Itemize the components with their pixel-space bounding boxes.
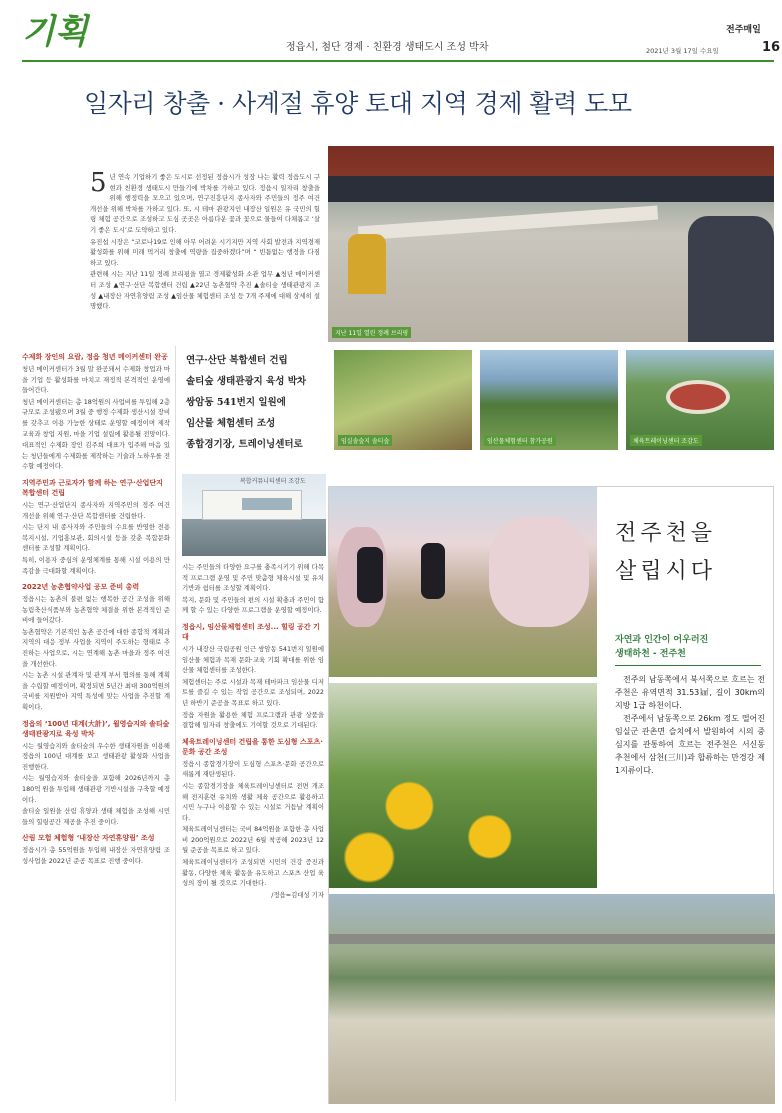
campaign-title — [615, 515, 716, 591]
lead-article: 5 년 연속 기업하기 좋은 도시로 선정된 정읍시가 성장 나는 활력 정읍도시 구현과 친환경 생태도시 만들기에 박차를 가하고 있다. 정읍시 일자리 창출을 위해 행정력을 모으고 있으며, 연구진흥단지 종사자와 주민들의 정주 여건 개선을 위해 박차를 가하고 있다. 또, 시 테마 관광지인 내장산 일원은 유 국민의 힐링 체험 공간으로 조성하고 도심 곳곳은 아름다운 꽃과 꽃으로 물들여 다채롭고 ‘살기 좋은 도시’로 도약하고 있다. 유진섭 시장은 “코로나19로 인해 아무 어려운 시기지만 지역 사회 발전과 지역경제 활성화를 위해 미래 먹거리 창출에 역량을 집중하겠다”며 “ 빈틈없는 행정을 다짐하고 있다. 관련해 시는 지난 11일 정례 브리핑을 열고 경제활성화 소관 업무 ▲청년 메이커센터 조성 ▲연구·산단 복합센터 건립 ▲22년 농촌협약 추진 ▲솔티숲 생태관광지 조성 ▲내장산 자연휴양림 조성 ▲임산물 체험센터 조성 등 7개 주제에 대해 상세히 설명했다. — [90, 168, 320, 311]
training-center-photo — [626, 350, 774, 450]
center-column: 시는 주민들의 다양한 요구를 충족시키기 위해 다목적 프로그램 운영 및 주민 맞춤형 체육시설 및 유치 기반과 쉼터를 조성할 계획이다. 복지, 문화 및 주민들의 편의 시설 확충과 주민이 함께 할 수 있는 다양한 프로그램을 운영할 예정이다. 정읍시, 임산물체험센터 조성... 힐링 공간 기대 시가 내장산 국립공원 인근 쌍암동 541번지 일원에 임산물 체험과 목재 문화·교육 기회 확대를 위한 임산물 체험센터를 조성한다. 체험센터는 주로 시설과 목재 테마파크 임산물 디저트를 즐길 수 있는 작업 공간으로 조성되며, 2022년 하반기 준공을 목표로 하고 있다. 정읍 자원을 활용한 체험 프로그램과 관광 상품을 결합해 일자리 창출에도 기여할 것으로 기대된다. 체육트레이닝센터 건립을 통한 도심형 스포츠·문화 공간 조성 정읍시 종합경기장이 도심형 스포츠·문화 공간으로 새롭게 재탄생된다. 시는 종합경기장을 체육트레이닝센터로 전면 개조해 전지훈련 유치와 생활 체육 공간으로 활용하고 시민 누구나 이용할 수 있는 시설로 거듭날 계획이다. 체육트레이닝센터는 국비 84억원을 포함한 총 사업비 200억원으로 2022년 6월 착공해 2023년 12월 준공을 목표로 하고 있다. 체육트레이닝센터가 조성되면 시민의 건강 증진과 활동, 다양한 체육 활동을 유도하고 스포츠 산업 육성의 장이 될 것으로 기대한다. /정읍=김대성 기자 — [182, 563, 324, 899]
community-center-render — [182, 474, 326, 556]
imsan-photo-caption: 임산물체험센터 참가공원 — [484, 435, 556, 446]
campaign-box — [328, 486, 774, 1104]
sub-heading-forest: 산림 모험 체험형 ‘내장산 자연휴양림’ 조성 — [22, 834, 155, 843]
left-column: 수제화 장인의 요람, 정읍 청년 메이커센터 완공 청년 메이커센터가 3월 말 완공돼서 수제화 창업과 마을 기업 등 활성화를 마치고 재정적 본격적인 운영에 들어간다. 청년 메이커센터는 총 18억원의 사업비를 투입해 2층 규모로 조성됐으며 3월 중 행정 수제화 생산시설 장비를 갖추고 이용 가능한 상태로 운영할 예정이며 제작 교육과 창업 지원, 마을 기업 설립에 활용될 전망이다. 대표적인 수제화 장인 김주희 대표가 입주해 마음 있는 청년들에게 수제화를 제작하는 기술과 노하우를 전수할 예정이다. 지역주민과 근로자가 함께 하는 연구·산업단지 복합센터 건립 시는 연구·산업단지 종사자와 지역주민의 정주 여건 개선을 위해 연구·산단 복합센터를 건립한다. 시는 단지 내 종사자와 주민들의 수요를 반영한 전용 복지시설, 기업홍보관, 회의시설 등을 갖춘 복합문화센터를 조성할 계획이다. 특히, 이용자 중심의 운영체계를 통해 시설 이용의 만족감을 극대화할 계획이다. 2022년 농촌협약사업 공모 준비 총력 정읍시는 농촌의 불편 없는 행복한 공간 조성을 위해 농림축산식품부와 농촌협약 체결을 위한 본격적인 준비에 들어갔다. 농촌협약은 기본적인 농촌 공간에 대한 종합적 계획과 지역의 대응 정부 사업을 지역이 주도하는 형태로 추진하는 사업으로, 시는 연계해 농촌 마을과 정주 여건을 개선한다. 시는 농촌 시설 관계자 및 관계 부서 협의를 통해 계획을 수립할 예정이며, 확정되면 5년간 최대 300억원의 국비를 지원받아 지역 특성에 맞는 사업을 추진할 계획이다. 정읍의 ‘100년 대계(大計)’, 월영습지와 솔티숲 생태관광지로 육성 박차 시는 월영습지와 솔티숲의 우수한 생태자원을 이용해 정읍의 100년 대계를 보고 생태관광 활성화 사업을 진행한다. 시는 월영습지와 솔티숲을 포함해 2026년까지 총 180억 원을 투입해 생태관광 기반시설을 구축할 예정이다. 솔티숲 일원을 산림 휴양과 생태 체험을 조성해 시민들의 힐링공간 제공을 추진 중이다. 산림 모험 체험형 ‘내장산 자연휴양림’ 조성 정읍시가 총 55억원을 투입해 내장산 자연휴양림 조성사업을 2022년 준공 목표로 진행 중이다. — [22, 353, 171, 865]
sub-heading-complex-center: 지역주민과 근로자가 함께 하는 연구·산업단지 복합센터 건립 — [22, 478, 163, 497]
sub-heading-eco-tourism: 정읍의 ‘100년 대계(大計)’, 월영습지와 솔티숲 생태관광지로 육성 박차 — [22, 719, 170, 738]
community-center-caption: 복합커뮤니티센터 조감도 — [240, 478, 306, 485]
highlight-item: 쌍암동 541번지 일원에 — [186, 397, 286, 408]
reeds-photo — [329, 894, 775, 1104]
highlights-box — [186, 350, 326, 455]
sub-heading-training-center: 체육트레이닝센터 건립을 통한 도심형 스포츠·문화 공간 조성 — [182, 737, 323, 756]
newspaper-name: 전주매일 — [726, 25, 761, 35]
sub-heading-rural-agreement: 2022년 농촌협약사업 공모 준비 총력 — [22, 583, 140, 592]
campaign-body: 전주의 남동쪽에서 북서쪽으로 흐르는 전주천은 유역면적 31.53㎢, 길이 30km의 지방 1급 하천이다. 전주에서 남동쪽으로 26km 정도 떨어진 임실군 관촌면 슬치에서 발원하여 시의 중심지를 관통하여 흐르는 전주천은 서신동 추천에서 삼천(三川)과 합류하는 만경강 제1지류이다. — [615, 675, 765, 775]
flower-photo — [329, 683, 597, 888]
cycling-photo — [329, 487, 597, 677]
section-logo: 기획 — [22, 12, 88, 52]
soltisup-photo-caption: 임실솔숲지 솔티숲 — [338, 435, 392, 446]
campaign-subtitle-rule — [615, 665, 761, 666]
highlight-item: 종합경기장, 트레이닝센터로 — [186, 439, 303, 450]
main-headline: 일자리 창출 · 사계절 휴양 토대 지역 경제 활력 도모 — [84, 89, 632, 118]
training-center-photo-caption: 체육트레이닝센터 조감도 — [630, 435, 702, 446]
byline: /정읍=김대성 기자 — [271, 890, 324, 899]
briefing-photo-caption: 지난 11일 열린 정례 브리핑 — [332, 327, 411, 338]
campaign-subtitle: 자연과 인간이 어우러진 생태하천 - 전주천 — [615, 635, 709, 659]
dropcap: 5 — [90, 168, 107, 198]
sub-heading-maker-center: 수제화 장인의 요람, 정읍 청년 메이커센터 완공 — [22, 353, 168, 361]
briefing-photo — [328, 146, 774, 342]
soltisup-photo — [334, 350, 472, 450]
campaign-title-line: 살립시다 — [615, 559, 717, 584]
highlight-item: 연구·산단 복합센터 건립 — [186, 355, 288, 366]
header-banner: 정읍시, 첨단 경제 · 친환경 생태도시 조성 박차 — [286, 42, 489, 53]
sub-heading-forest-center: 정읍시, 임산물체험센터 조성... 힐링 공간 기대 — [182, 622, 320, 641]
page-number: 16 — [762, 40, 781, 55]
imsan-photo — [480, 350, 618, 450]
issue-date: 2021년 3월 17일 수요일 — [646, 47, 719, 55]
column-divider — [175, 346, 176, 1101]
highlight-item: 솔티숲 생태관광지 육성 박차 — [186, 376, 307, 387]
campaign-title-line: 전주천을 — [615, 521, 717, 546]
highlight-item: 임산물 체험센터 조성 — [186, 418, 276, 429]
header-rule — [22, 60, 774, 62]
